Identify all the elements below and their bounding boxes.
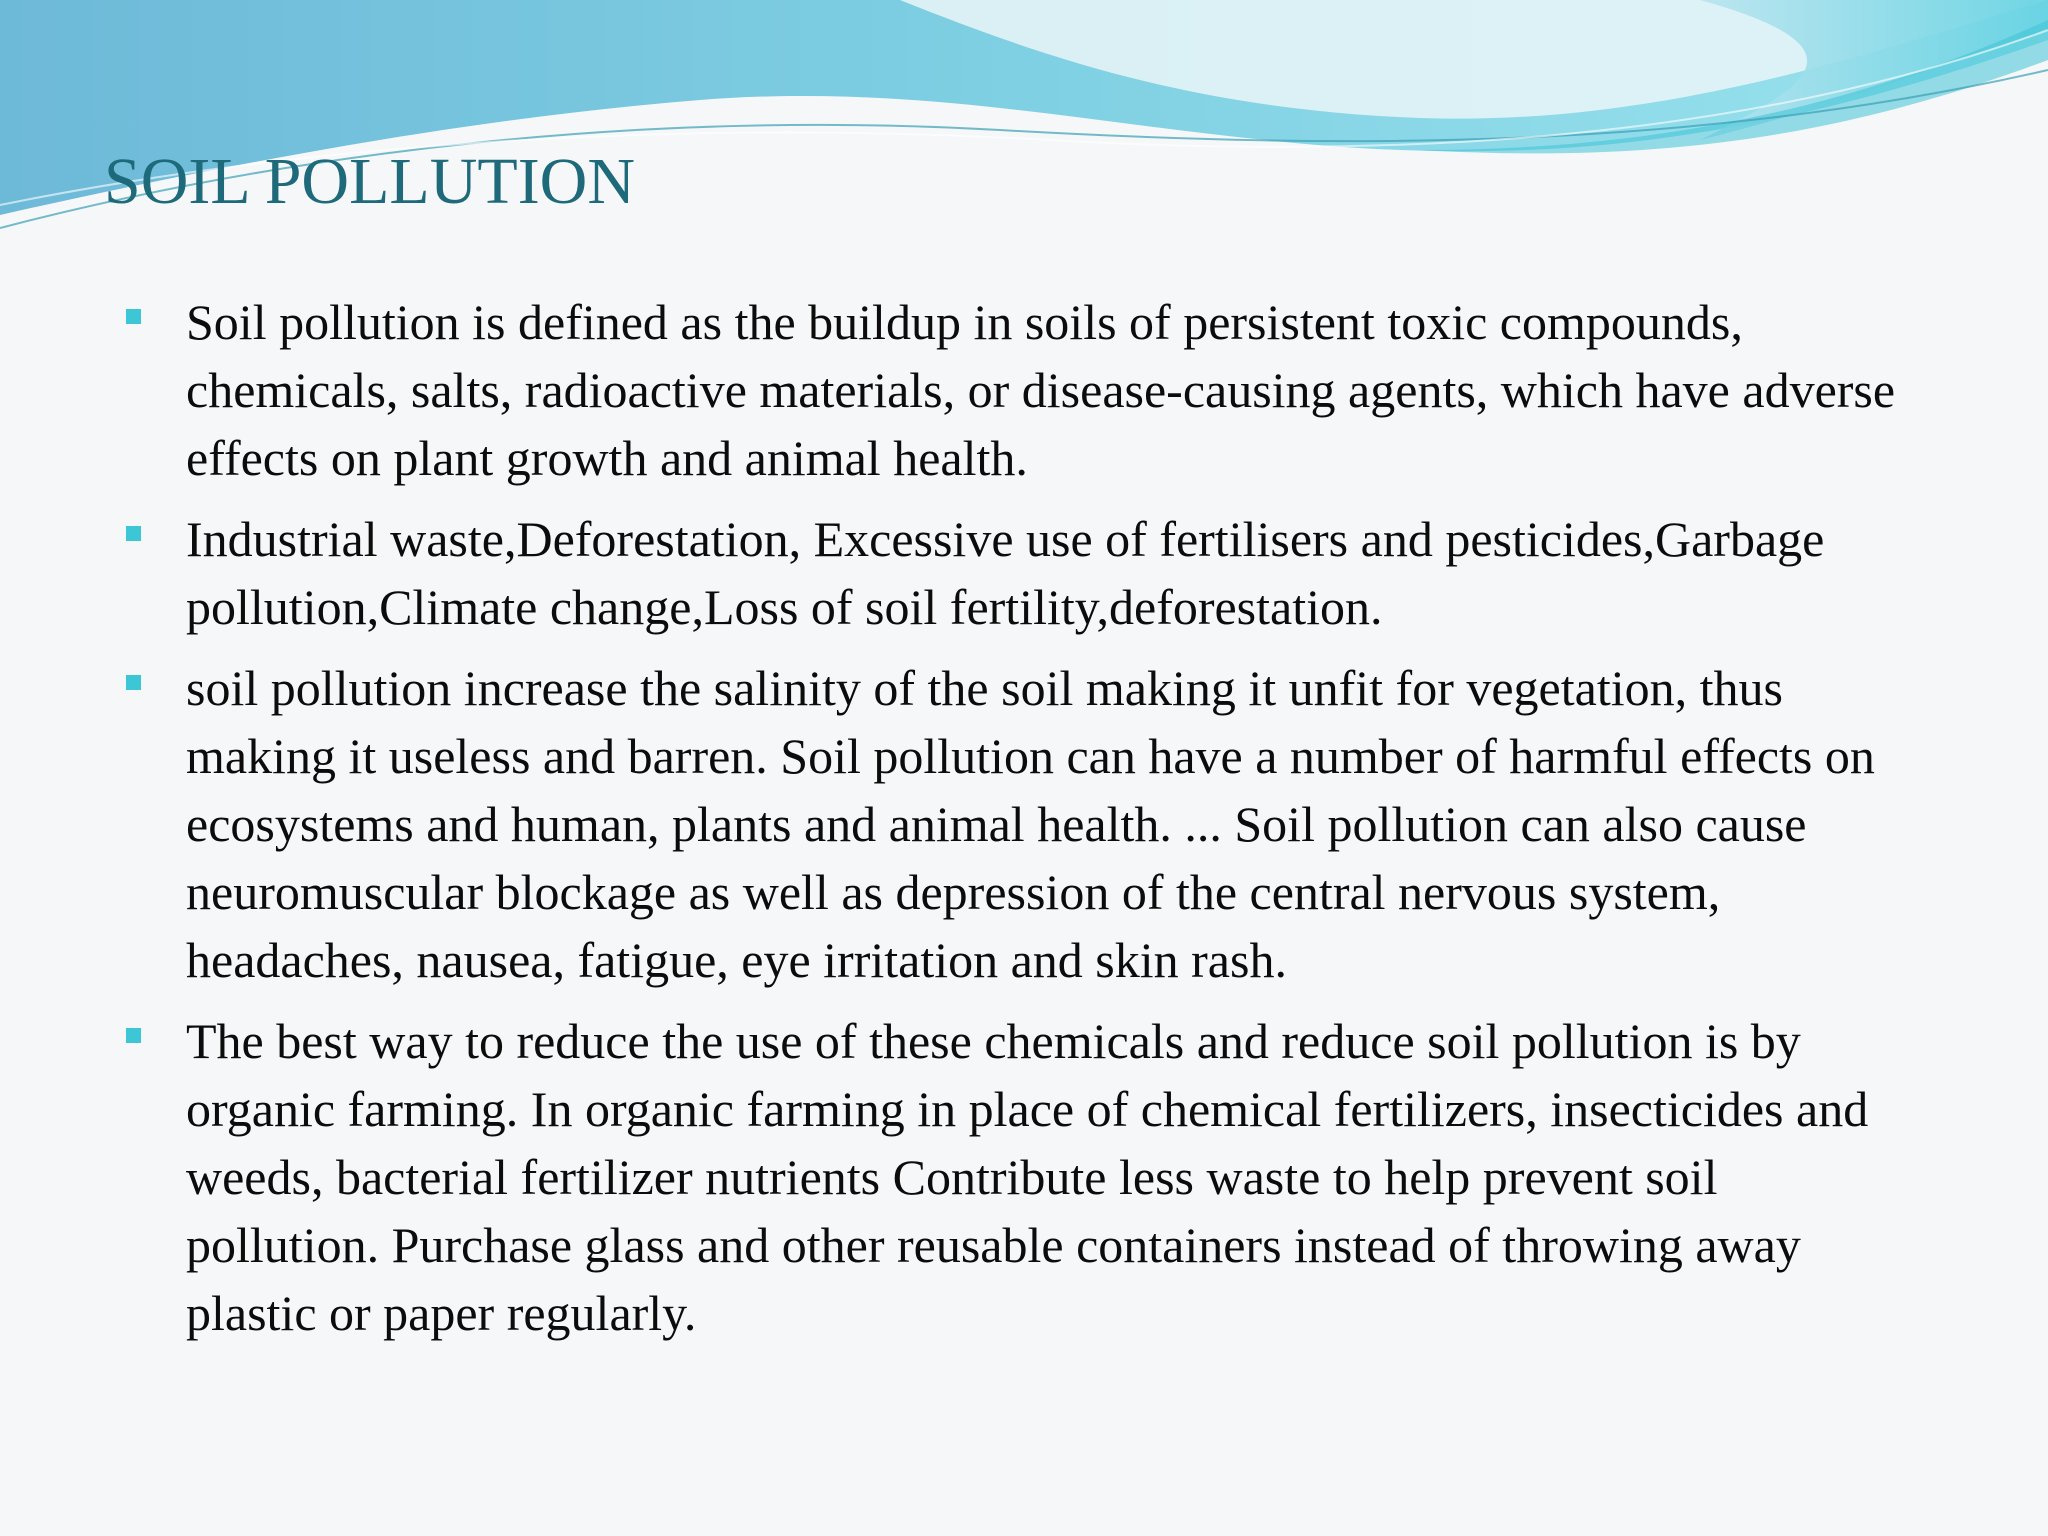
- bullet-item-definition: [118, 288, 1918, 492]
- bullet-item-causes: [118, 505, 1918, 641]
- square-bullet-icon: [126, 1028, 141, 1043]
- bullet-text: Industrial waste,Deforestation, Excessive use of fertilisers and pesticides,Garbage pollution,Climate change,Loss of soil fertility,deforestation.: [186, 511, 1825, 635]
- square-bullet-icon: [126, 309, 141, 324]
- slide-title: SOIL POLLUTION: [104, 145, 635, 218]
- bullet-list: [118, 288, 1918, 1360]
- bullet-text: The best way to reduce the use of these chemicals and reduce soil pollution is by organic farming. In organic farming in place of chemical fertilizers, insecticides and weeds, bacterial fertilizer nutrients Contribute less waste to help prevent soil pollution. Purchase glass and other reusable containers instead of throwing away plastic or paper regularly.: [186, 1013, 1869, 1341]
- bullet-item-effects: [118, 654, 1918, 994]
- square-bullet-icon: [126, 526, 141, 541]
- square-bullet-icon: [126, 675, 141, 690]
- bullet-item-prevention: [118, 1007, 1918, 1347]
- bullet-text: Soil pollution is defined as the buildup in soils of persistent toxic compounds, chemicals, salts, radioactive materials, or disease-causing agents, which have adverse effects on plant growth and animal health.: [186, 294, 1896, 486]
- bullet-text: soil pollution increase the salinity of the soil making it unfit for vegetation, thus making it useless and barren. Soil pollution can have a number of harmful effects on ecosystems and human, plants and animal health. ... Soil pollution can also cause neuromuscular blockage as well as depression of the central nervous system, headaches, nausea, fatigue, eye irritation and skin rash.: [186, 660, 1875, 988]
